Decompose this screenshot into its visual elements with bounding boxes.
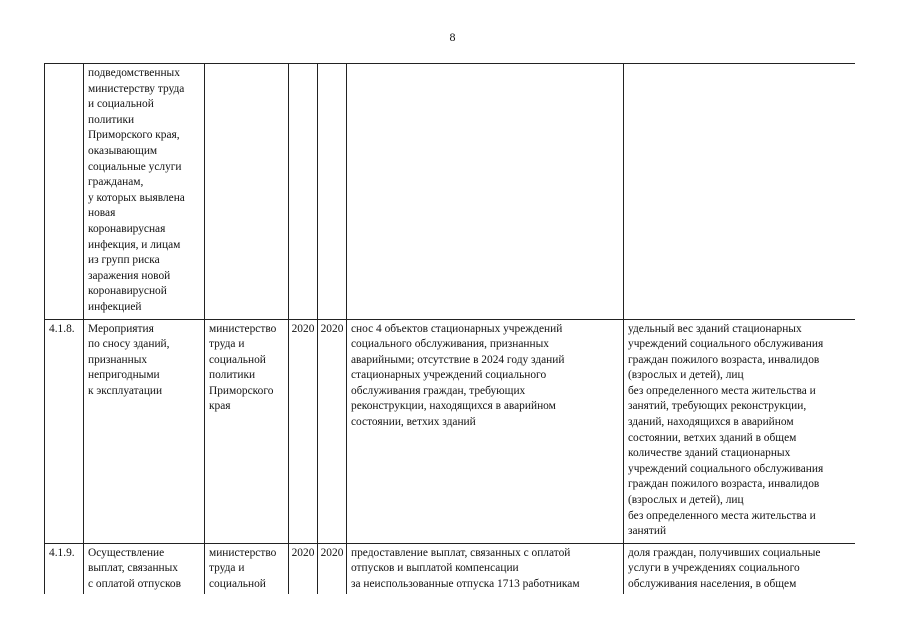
cell-year-start: 2020 bbox=[289, 543, 318, 594]
cell-result: снос 4 объектов стационарных учреждений социального обслуживания, признанных аварийными; отсутствие в 2024 году зданий стационарных учреждений социального обслуживания граждан, требующих реконструкции, находящихся в аварийном состоянии, ветхих зданий bbox=[347, 319, 624, 543]
cell-year-end: 2020 bbox=[318, 319, 347, 543]
table-row bbox=[45, 319, 856, 543]
table-row bbox=[45, 543, 856, 594]
program-table-sheet bbox=[44, 63, 855, 594]
cell-number: 4.1.8. bbox=[45, 319, 84, 543]
cell-indicator: удельный вес зданий стационарных учреждений социального обслуживания граждан пожилого возраста, инвалидов (взрослых и детей), лиц без определенного места жительства и занятий, требующих реконструкции, зданий, находящихся в аварийном состоянии, ветхих зданий в общем количестве зданий стационарных учреждений социального обслуживания граждан пожилого возраста, инвалидов (взрослых и детей), лиц без определенного места жительства и занятий bbox=[624, 319, 856, 543]
cell-year-end: 2020 bbox=[318, 543, 347, 594]
cell-indicator bbox=[624, 64, 856, 320]
cell-name: Мероприятия по сносу зданий, признанных непригодными к эксплуатации bbox=[84, 319, 205, 543]
cell-result: предоставление выплат, связанных с оплатой отпусков и выплатой компенсации за неиспользованные отпуска 1713 работникам bbox=[347, 543, 624, 594]
cell-executor bbox=[205, 64, 289, 320]
program-activities-table bbox=[44, 63, 855, 594]
cell-name: подведомственных министерству труда и социальной политики Приморского края, оказывающим социальные услуги гражданам, у которых выявлена новая коронавирусная инфекция, и лицам из групп риска заражения новой коронавирусной инфекцией bbox=[84, 64, 205, 320]
cell-year-start bbox=[289, 64, 318, 320]
table-row-continuation bbox=[45, 64, 856, 320]
page-number: 8 bbox=[449, 30, 456, 44]
cell-result bbox=[347, 64, 624, 320]
cell-number bbox=[45, 64, 84, 320]
cell-executor: министерство труда и социальной bbox=[205, 543, 289, 594]
cell-executor: министерство труда и социальной политики Приморского края bbox=[205, 319, 289, 543]
cell-name: Осуществление выплат, связанных с оплатой отпусков bbox=[84, 543, 205, 594]
cell-year-end bbox=[318, 64, 347, 320]
cell-number: 4.1.9. bbox=[45, 543, 84, 594]
cell-indicator: доля граждан, получивших социальные услуги в учреждениях социального обслуживания населения, в общем bbox=[624, 543, 856, 594]
cell-year-start: 2020 bbox=[289, 319, 318, 543]
